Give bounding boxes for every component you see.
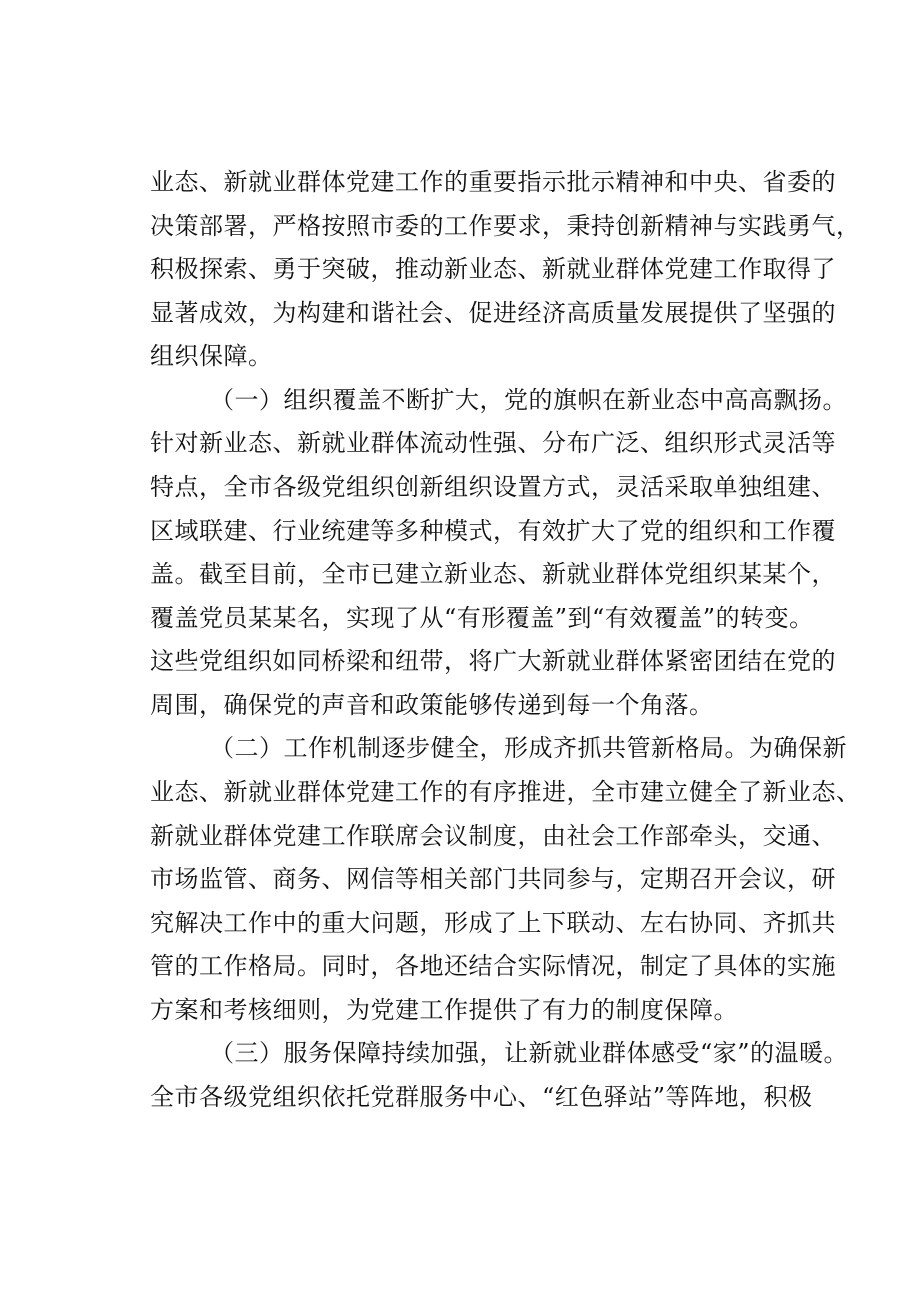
text-line: 针对新业态、新就业群体流动性强、分布广泛、组织形式灵活等 — [150, 429, 836, 457]
text-line: 周围，确保党的声音和政策能够传递到每一个角落。 — [150, 691, 714, 719]
text-line: 积极探索、勇于突破，推动新业态、新就业群体党建工作取得了 — [150, 255, 836, 283]
section-heading-line: （一）组织覆盖不断扩大，党的旗帜在新业态中高高飘扬。 — [210, 386, 847, 414]
section-heading-line: （二）工作机制逐步健全，形成齐抓共管新格局。为确保新 — [210, 734, 847, 762]
text-line: 区域联建、行业统建等多种模式，有效扩大了党的组织和工作覆 — [150, 517, 836, 545]
text-line: 管的工作格局。同时，各地还结合实际情况，制定了具体的实施 — [150, 952, 836, 980]
text-line: 市场监管、商务、网信等相关部门共同参与，定期召开会议，研 — [150, 865, 836, 893]
text-line: 盖。截至目前，全市已建立新业态、新就业群体党组织某某个， — [150, 560, 836, 588]
section-heading-line: （三）服务保障持续加强，让新就业群体感受“家”的温暖。 — [210, 1039, 849, 1067]
text-line: 究解决工作中的重大问题，形成了上下联动、左右协同、齐抓共 — [150, 909, 836, 937]
text-line: 特点，全市各级党组织创新组织设置方式，灵活采取单独组建、 — [150, 473, 836, 501]
text-line: 全市各级党组织依托党群服务中心、“红色驿站”等阵地，积极 — [150, 1083, 813, 1111]
text-line: 业态、新就业群体党建工作的有序推进，全市建立健全了新业态、 — [150, 778, 861, 806]
text-line: 新就业群体党建工作联席会议制度，由社会工作部牵头，交通、 — [150, 822, 836, 850]
text-line: 组织保障。 — [150, 342, 273, 370]
text-line: 显著成效，为构建和谐社会、促进经济高质量发展提供了坚强的 — [150, 299, 836, 327]
text-line: 方案和考核细则，为党建工作提供了有力的制度保障。 — [150, 996, 738, 1024]
text-line: 覆盖党员某某名，实现了从“有形覆盖”到“有效覆盖”的转变。 — [150, 604, 814, 632]
text-line: 这些党组织如同桥梁和纽带，将广大新就业群体紧密团结在党的 — [150, 647, 836, 675]
text-line: 业态、新就业群体党建工作的重要指示批示精神和中央、省委的 — [150, 168, 836, 196]
text-line: 决策部署，严格按照市委的工作要求，秉持创新精神与实践勇气， — [150, 212, 861, 240]
